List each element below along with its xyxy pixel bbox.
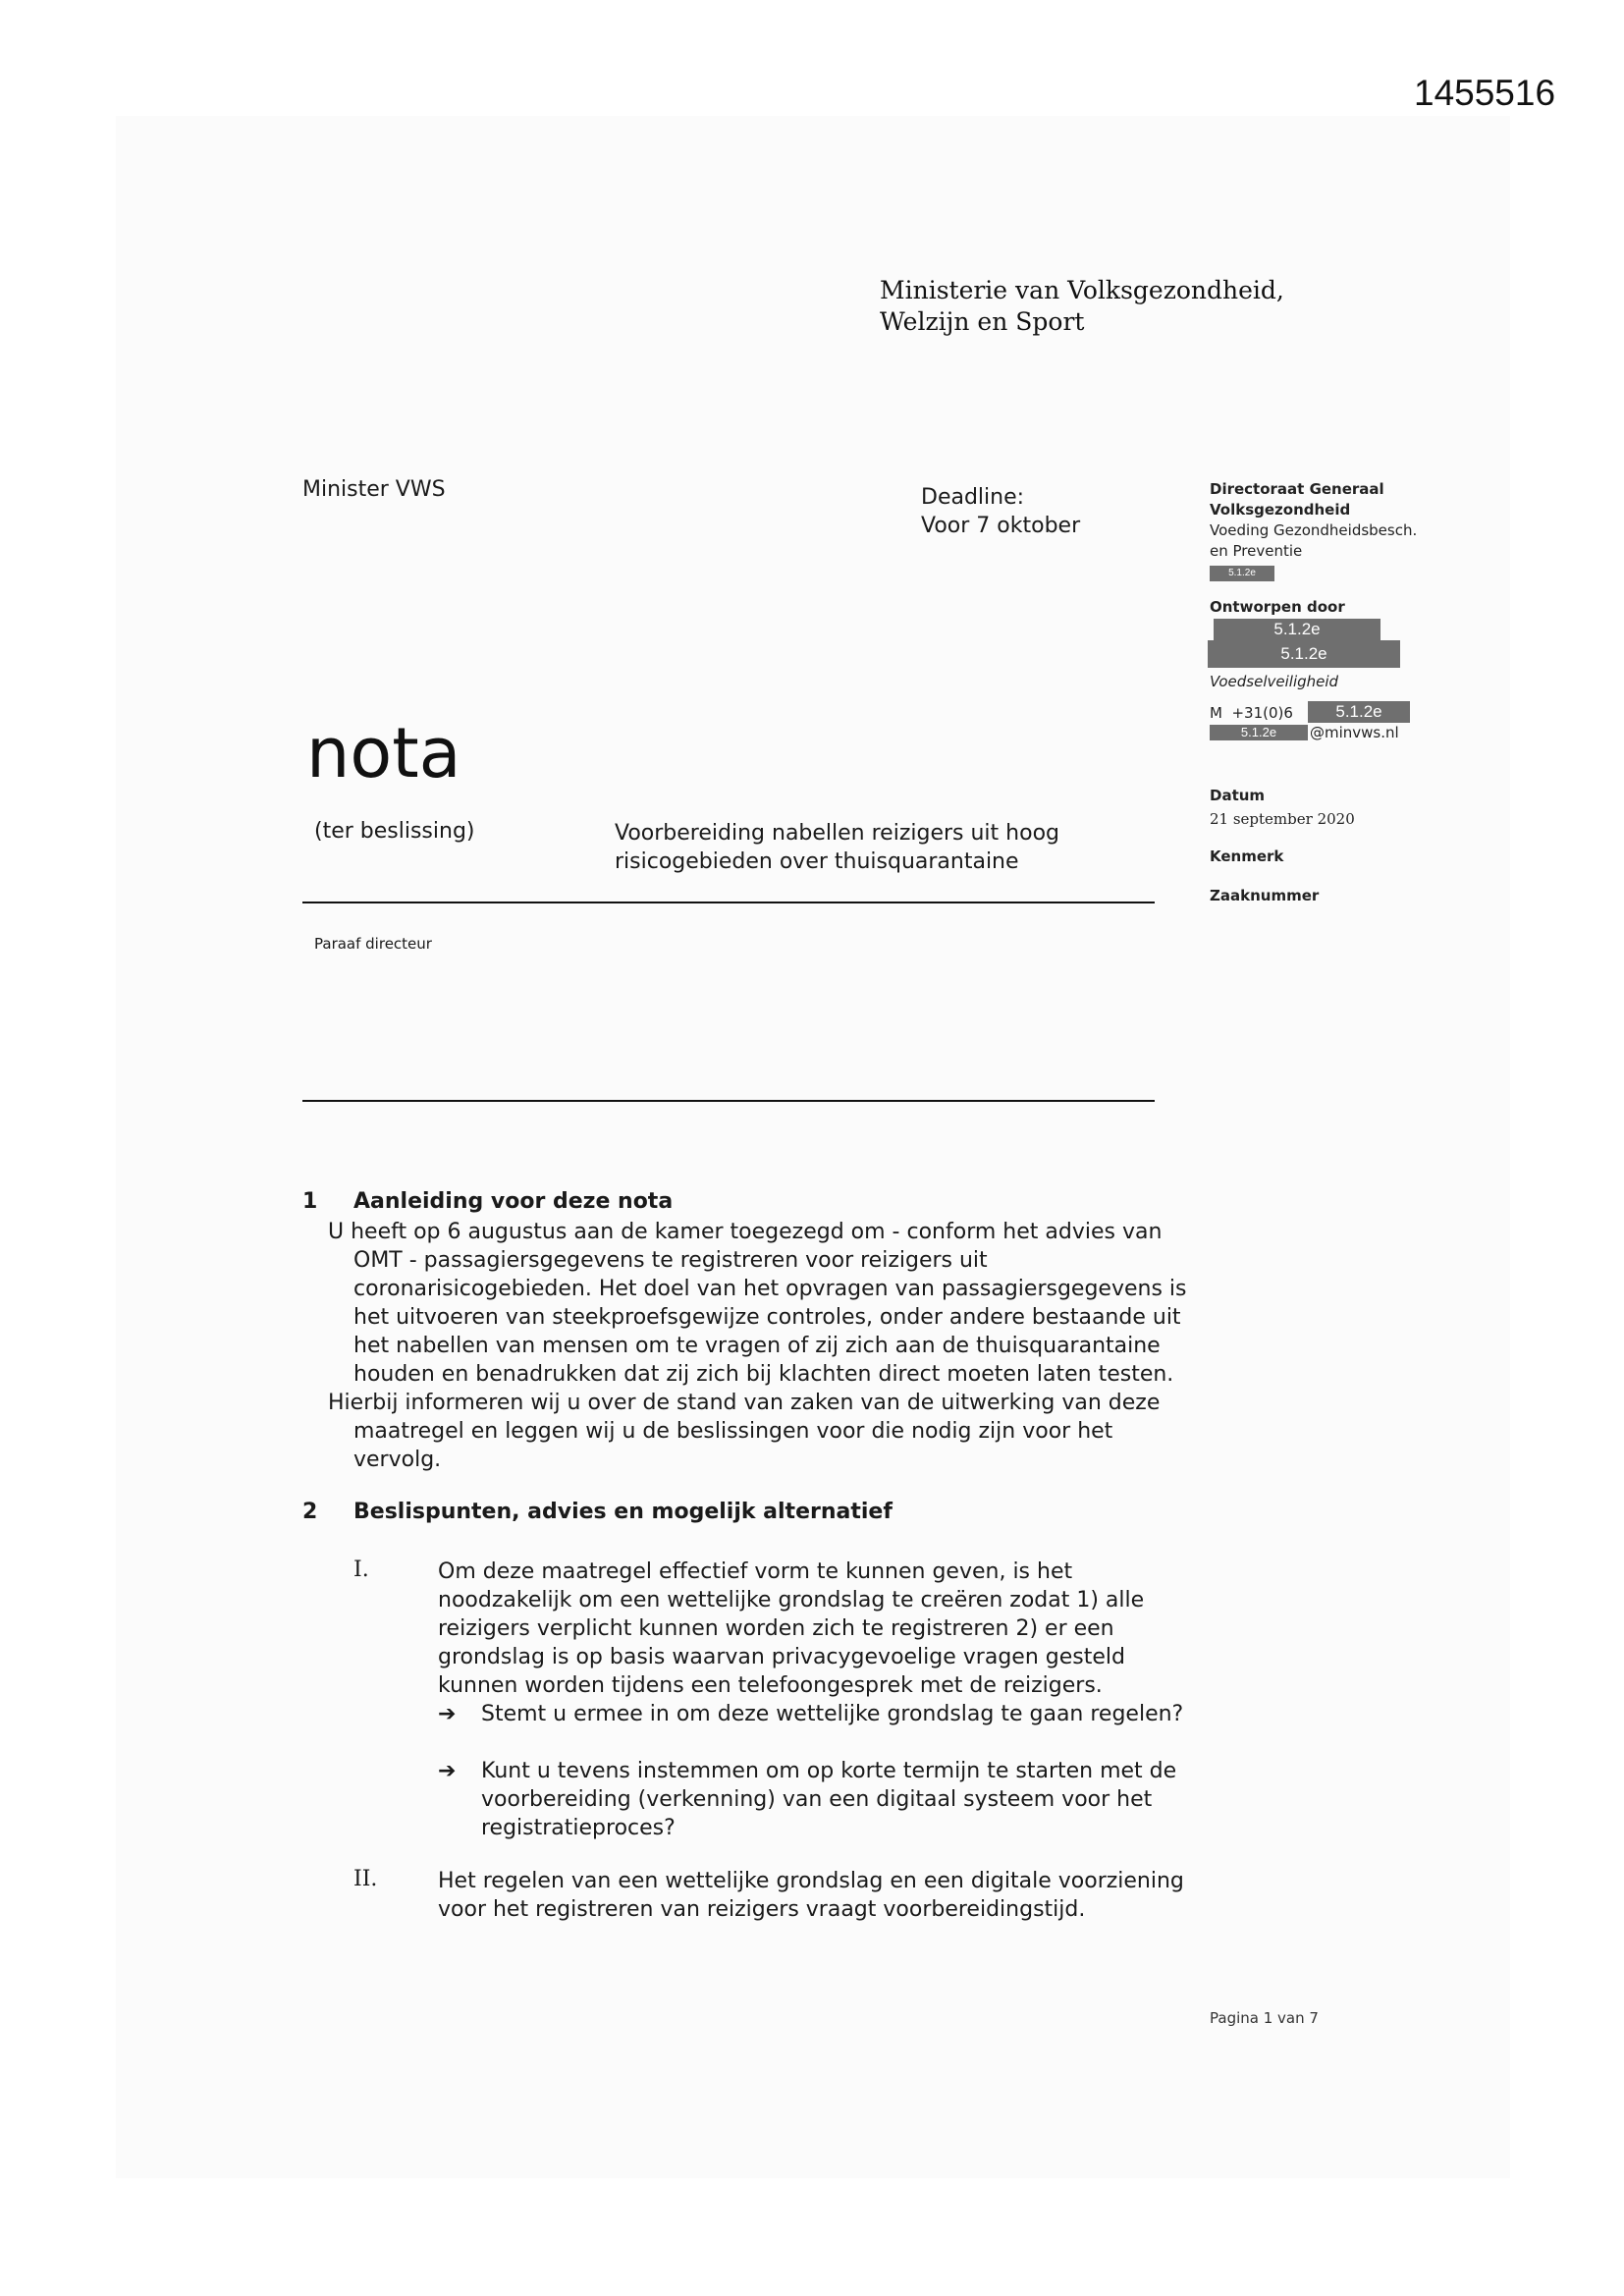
divider-top (302, 902, 1155, 903)
body-line: voor het registreren van reizigers vraagt voorbereidingstijd. (438, 1897, 1086, 1922)
subject-line-1: Voorbereiding nabellen reizigers uit hoog (615, 821, 1059, 846)
designed-by-label: Ontworpen door (1210, 598, 1345, 616)
department-line-1: Voeding Gezondheidsbesch. (1210, 521, 1418, 539)
question-line: registratieproces? (481, 1816, 676, 1840)
kenmerk-label: Kenmerk (1210, 847, 1284, 865)
ministry-line-2: Welzijn en Sport (880, 307, 1085, 336)
document-type: (ter beslissing) (314, 819, 475, 844)
ministry-logo-text (880, 275, 1284, 338)
body-line: U heeft op 6 augustus aan de kamer toegezegd om - conform het advies van (328, 1220, 1163, 1244)
body-line: noodzakelijk om een wettelijke grondslag te creëren zodat 1) alle (438, 1588, 1145, 1613)
zaaknummer-label: Zaaknummer (1210, 887, 1320, 904)
document-number: 1455516 (1414, 73, 1556, 113)
email-suffix: @minvws.nl (1310, 724, 1399, 741)
deadline-label: Deadline: (921, 485, 1025, 510)
body-line: Om deze maatregel effectief vorm te kunnen geven, is het (438, 1559, 1073, 1584)
department-line-2: en Preventie (1210, 542, 1303, 560)
decision-question-1 (438, 1700, 1214, 1728)
divider-bottom (302, 1100, 1155, 1102)
item-1-body (438, 1558, 1204, 1700)
decision-question-2 (438, 1757, 1214, 1842)
item-2-body (438, 1867, 1214, 1924)
body-line: maatregel en leggen wij u de beslissingen voor die nodig zijn voor het (353, 1419, 1113, 1444)
arrow-right-icon: ➔ (438, 1702, 457, 1726)
body-line: Het regelen van een wettelijke grondslag en een digitale voorziening (438, 1869, 1184, 1893)
section-1-body (328, 1218, 1212, 1474)
arrow-right-icon: ➔ (438, 1759, 457, 1783)
body-line: het uitvoeren van steekproefsgewijze controles, onder andere bestaande uit (353, 1305, 1181, 1330)
ministry-line-1: Ministerie van Volksgezondheid, (880, 276, 1284, 304)
date-label: Datum (1210, 787, 1266, 804)
body-line: vervolg. (353, 1448, 442, 1472)
redaction-box: 5.1.2e (1308, 701, 1410, 723)
body-line: kunnen worden tijdens een telefoongesprek met de reizigers. (438, 1673, 1103, 1698)
item-1-numeral: I. (353, 1558, 369, 1582)
body-line: houden en benadrukken dat zij zich bij klachten direct moeten laten testen. (353, 1362, 1174, 1387)
body-line: grondslag is op basis waarvan privacygevoelige vragen gesteld (438, 1645, 1125, 1669)
body-line: het nabellen van mensen om te vragen of zij zich aan de thuisquarantaine (353, 1334, 1161, 1358)
item-2-numeral: II. (353, 1867, 378, 1891)
phone-prefix: M +31(0)6 (1210, 704, 1293, 722)
directorate-line-2: Volksgezondheid (1210, 501, 1351, 519)
body-line: reizigers verplicht kunnen worden zich te registreren 2) er een (438, 1616, 1114, 1641)
deadline-value: Voor 7 oktober (921, 514, 1081, 538)
redaction-box: 5.1.2e (1214, 619, 1380, 640)
section-2-heading: Beslispunten, advies en mogelijk alternatief (353, 1500, 893, 1524)
body-line: OMT - passagiersgegevens te registreren voor reizigers uit (353, 1248, 988, 1273)
section-1-heading: Aanleiding voor deze nota (353, 1189, 674, 1214)
date-value: 21 september 2020 (1210, 810, 1355, 828)
body-line: coronarisicogebieden. Het doel van het opvragen van passagiersgegevens is (353, 1277, 1187, 1301)
deadline-block (921, 483, 1080, 540)
question-line: voorbereiding (verkenning) van een digitaal systeem voor het (481, 1787, 1153, 1812)
subject (615, 819, 1125, 876)
directorate-line-1: Directoraat Generaal (1210, 480, 1384, 498)
section-1-number: 1 (302, 1189, 318, 1214)
question-text: Stemt u ermee in om deze wettelijke grondslag te gaan regelen? (481, 1702, 1184, 1726)
paraaf-label: Paraaf directeur (314, 935, 432, 953)
redaction-box: 5.1.2e (1210, 566, 1274, 581)
redaction-box: 5.1.2e (1208, 640, 1400, 668)
redaction-box: 5.1.2e (1210, 725, 1308, 740)
body-line: Hierbij informeren wij u over de stand van zaken van de uitwerking van deze (328, 1391, 1161, 1415)
question-line: Kunt u tevens instemmen om op korte termijn te starten met de (481, 1759, 1177, 1783)
subject-line-2: risicogebieden over thuisquarantaine (615, 849, 1019, 874)
page-number: Pagina 1 van 7 (1210, 2009, 1319, 2027)
document-title: nota (306, 713, 461, 793)
section-2-number: 2 (302, 1500, 318, 1524)
unit-label: Voedselveiligheid (1210, 673, 1339, 690)
addressee: Minister VWS (302, 477, 446, 502)
